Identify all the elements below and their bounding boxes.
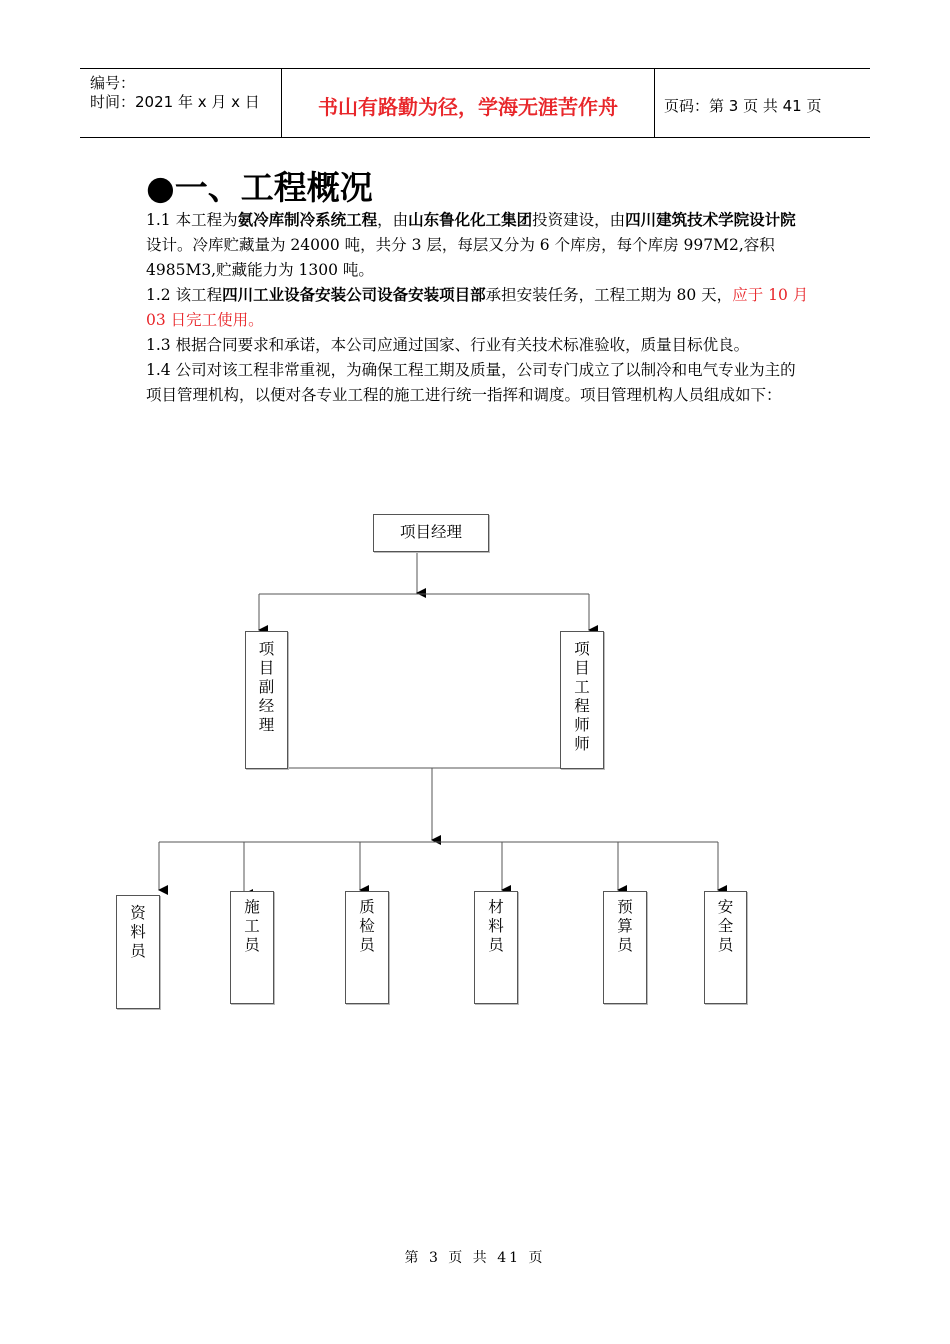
org-box-safety-officer [704,891,747,1004]
org-char: 员 [488,936,504,954]
page-footer: 第 3 页 共 41 页 [404,1250,546,1266]
header-page-info: 页码：第 3 页 共 41 页 [664,97,822,115]
org-char: 目 [574,659,590,677]
org-box-construction-staff [230,891,274,1004]
org-char: 员 [617,936,633,954]
org-box-material-clerk [474,891,518,1004]
org-char: 安 [717,898,734,916]
designer-name: 四川建筑技术学院设计院 [625,211,796,229]
org-char: 师 [574,716,590,734]
org-box-project-engineer [560,631,604,769]
header-motto: 书山有路勤为径，学海无涯苦作舟 [318,95,618,119]
text: 承担安装任务，工程工期为 80 天， [485,286,733,304]
org-char: 经 [258,697,275,715]
paragraph-1-2 [146,283,810,333]
text: 投资建设，由 [532,211,626,229]
org-char: 员 [244,936,260,954]
org-char: 全 [717,917,734,935]
paragraph-1-3: 1.3 根据合同要求和承诺，本公司应通过国家、行业有关技术标准验收，质量目标优良。 [146,336,750,354]
org-char: 料 [130,923,146,941]
org-char: 理 [258,716,275,734]
org-char: 质 [359,898,375,916]
completion-date: 应于 10 月 03 日完工使用。 [146,286,809,329]
header-divider [654,69,655,137]
paragraph-1-4: 1.4 公司对该工程非常重视，为确保工程工期及质量，公司专门成立了以制冷和电气专业为主的项目管理机构，以便对各专业工程的施工进行统一指挥和调度。项目管理机构人员组成如下： [146,361,796,404]
org-char: 资 [130,904,146,922]
text: 1.2 该工程 [146,286,223,304]
org-char: 师 [574,735,590,753]
org-char: 预 [617,898,633,916]
org-char: 目 [258,659,275,677]
header-meta [80,69,280,137]
investor-name: 山东鲁化化工集团 [408,211,533,229]
org-char: 项 [258,640,275,658]
org-char: 员 [717,936,734,954]
project-name: 氨冷库制冷系统工程 [237,211,378,229]
page-header [80,68,870,138]
section-title: ●一、工程概况 [146,168,373,207]
org-box-project-manager [373,514,489,552]
org-char: 工 [574,678,590,696]
org-char: 材 [488,898,504,916]
org-char: 副 [258,678,275,696]
org-char: 算 [617,917,633,935]
org-char: 检 [359,917,375,935]
org-box-quality-inspector [345,891,389,1004]
org-box-document-clerk [116,895,160,1009]
org-box-budget-clerk [603,891,647,1004]
org-char: 项 [574,640,590,658]
org-char: 员 [359,936,375,954]
text: ，由 [377,211,409,229]
text: 1.1 本工程为 [146,211,238,229]
text: 设计。冷库贮藏量为 24000 吨，共分 3 层，每层又分为 6 个库房，每个库房 997M2,容积 4985M3,贮藏能力为 1300 吨。 [146,236,775,279]
org-char: 施 [244,898,260,916]
org-box-deputy-manager [245,631,288,769]
number-label: 编号： [90,74,136,92]
org-box-label: 项目经理 [399,523,462,541]
org-char: 员 [130,942,146,960]
contractor-name: 四川工业设备安装公司设备安装项目部 [222,286,486,304]
org-char: 料 [488,917,504,935]
org-char: 工 [244,917,260,935]
time-label: 时间：2021 年 x 月 x 日 [90,93,260,111]
paragraph-1-1 [146,208,810,283]
org-char: 程 [574,697,590,715]
